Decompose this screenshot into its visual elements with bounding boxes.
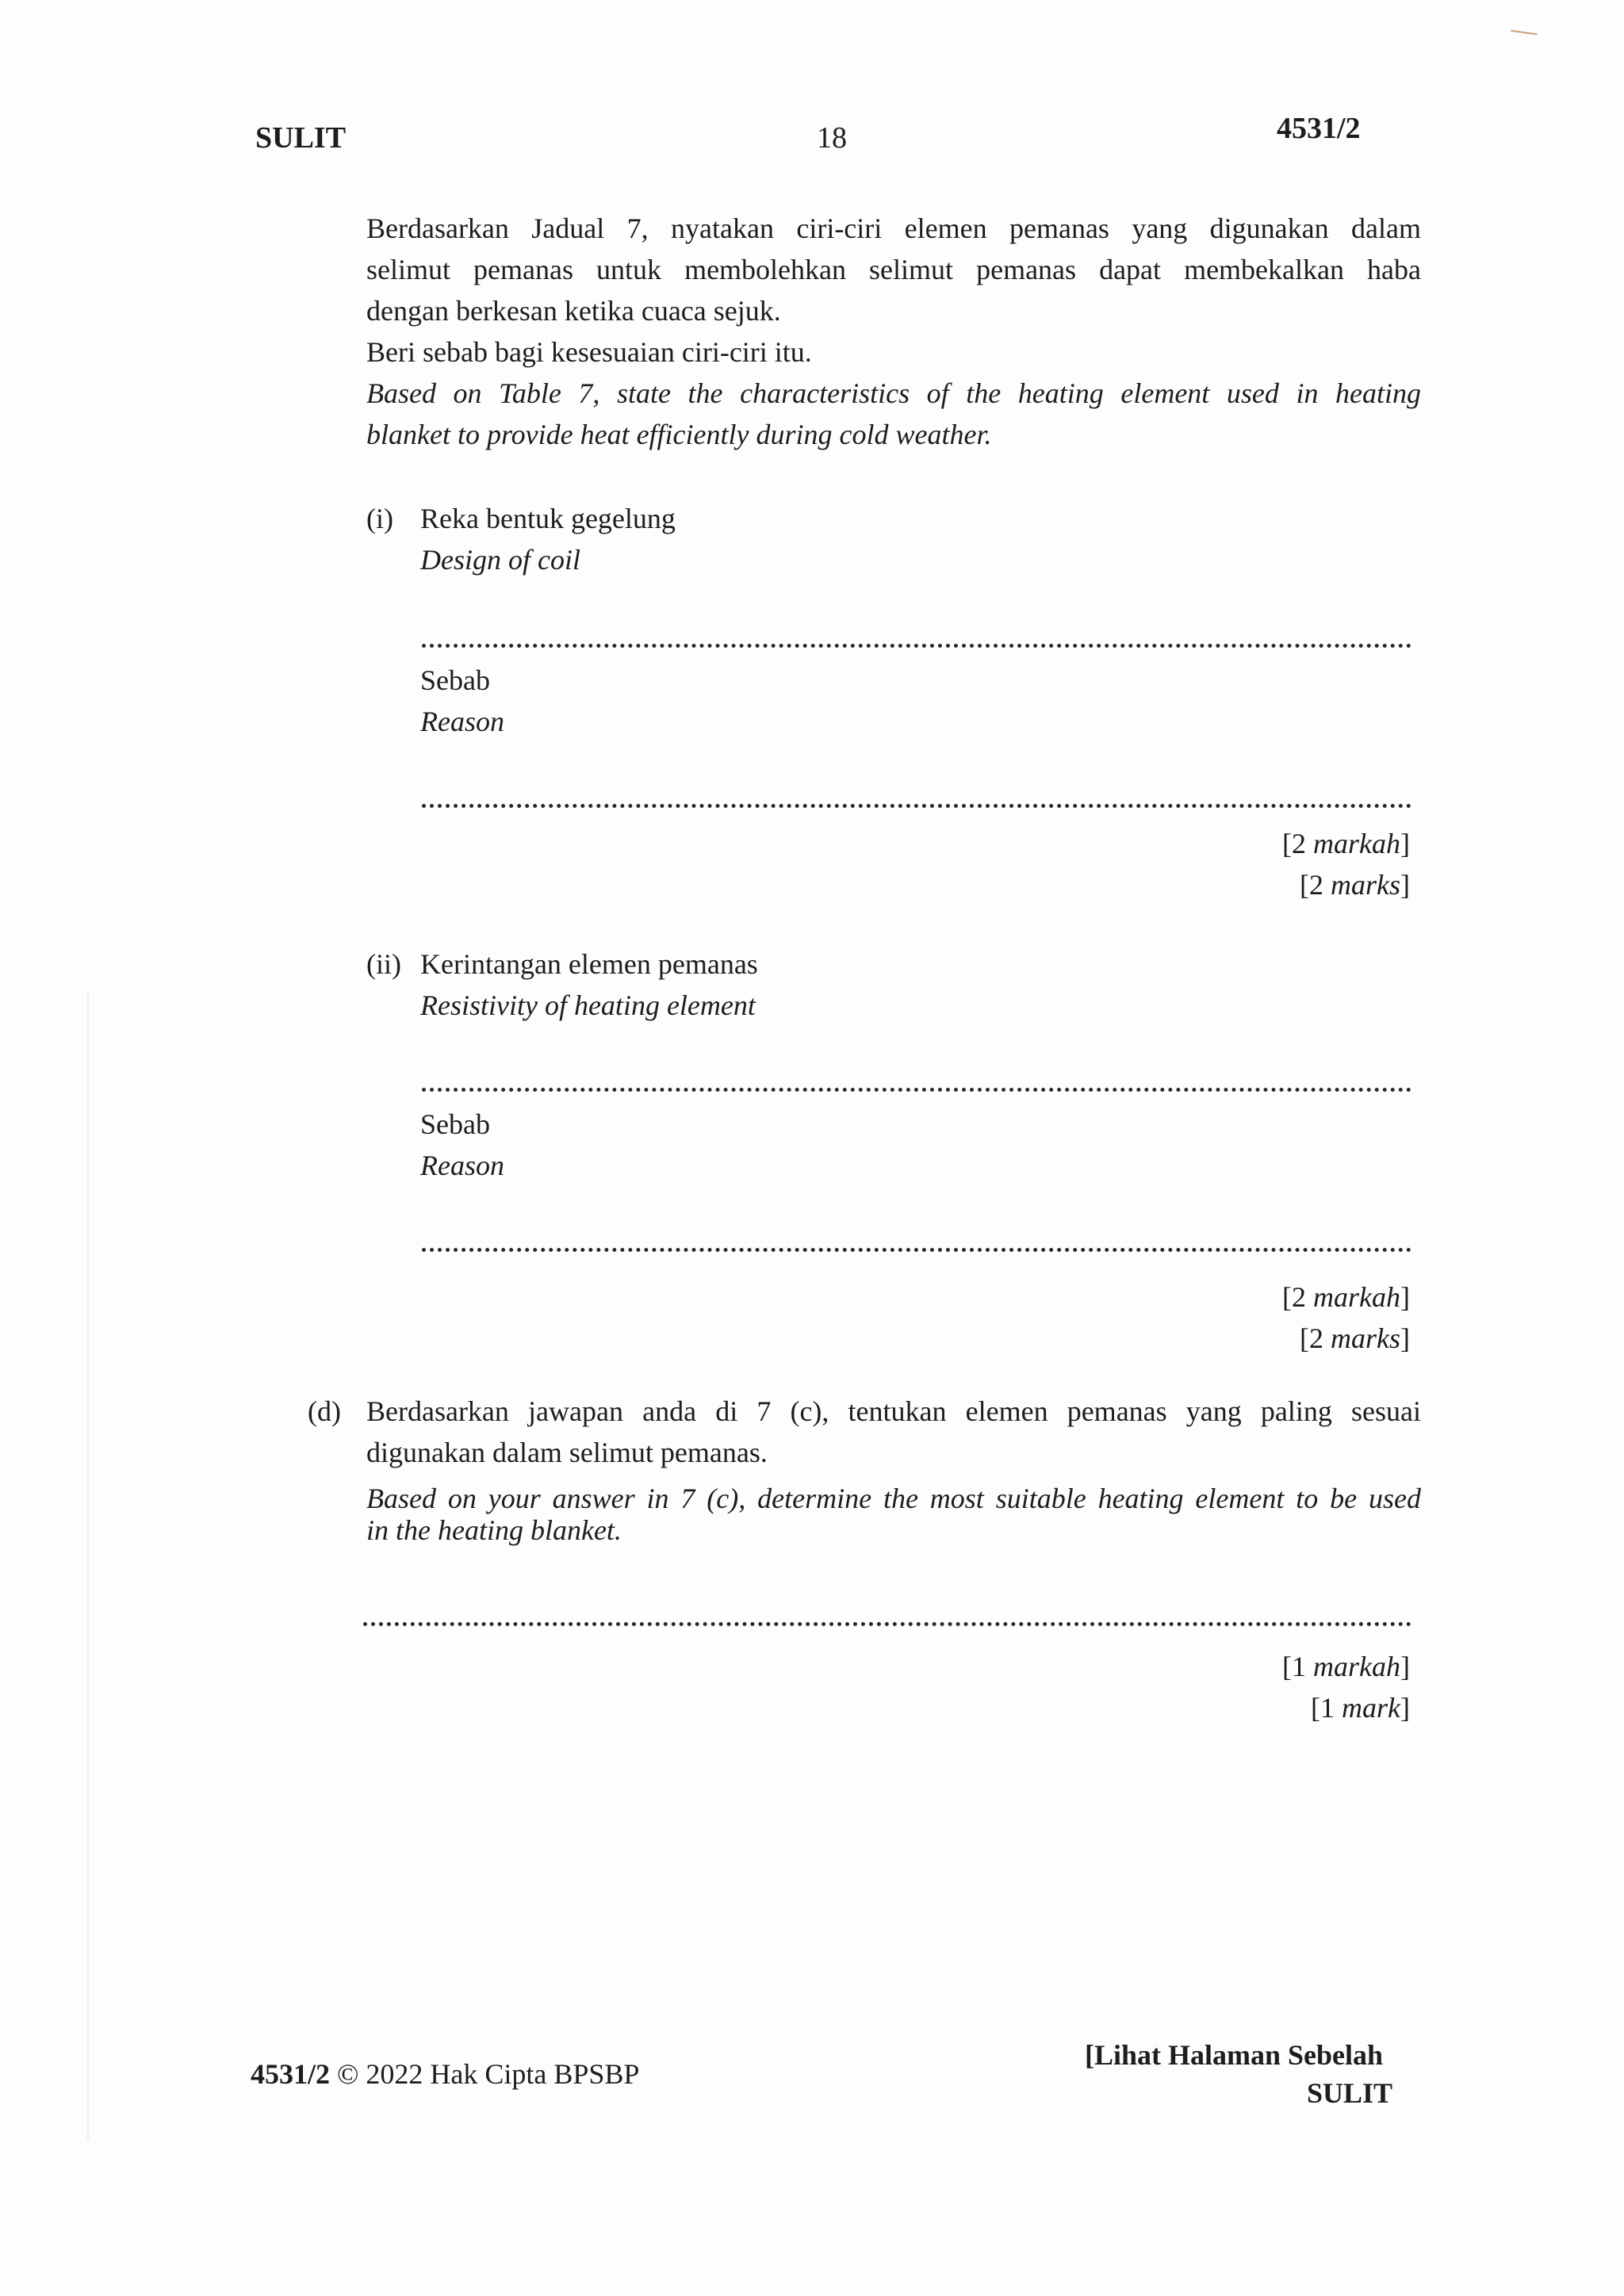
part-i-number: (i) [366,503,393,534]
intro-malay-reason: Beri sebab bagi kesesuaian ciri-ciri itu. [366,336,812,368]
part-i-marks-en: [2 marks] [1300,869,1410,901]
part-i-reason-ms: Sebab [420,664,490,696]
intro-english-line-1: Based on Table 7, state the characteristics of the heating element used in heating [366,377,1421,409]
header-sulit: SULIT [255,121,347,155]
footer-sulit: SULIT [1307,2077,1393,2109]
part-ii-answer-line[interactable] [422,1088,1411,1092]
intro-english-line-2: blanket to provide heat efficiently during cold weather. [366,419,992,450]
part-ii-number: (ii) [366,948,401,980]
part-d-label: (d) [308,1395,341,1427]
page-number: 18 [817,121,847,155]
part-ii-marks-en: [2 marks] [1300,1322,1410,1354]
part-ii-reason-answer-line[interactable] [422,1248,1411,1252]
part-d-malay-line-1: Berdasarkan jawapan anda di 7 (c), tentukan elemen pemanas yang paling sesuai [366,1395,1421,1427]
part-d-malay-line-2: digunakan dalam selimut pemanas. [366,1437,768,1468]
part-i-reason-en: Reason [420,706,504,737]
part-d-marks-ms: [1 markah] [1282,1651,1410,1682]
part-i-reason-answer-line[interactable] [422,804,1411,808]
intro-malay-line-2: selimut pemanas untuk membolehkan selimut pemanas dapat membekalkan haba [366,254,1421,285]
part-i-marks-ms: [2 markah] [1282,828,1410,859]
footer-copyright: 4531/2 © 2022 Hak Cipta BPSBP [251,2058,640,2090]
footer-next-page: [Lihat Halaman Sebelah [1085,2039,1384,2071]
scan-margin-line [87,991,89,2141]
part-ii-title-en: Resistivity of heating element [420,989,756,1021]
part-ii-marks-ms: [2 markah] [1282,1281,1410,1313]
part-d-english-line-2: in the heating blanket. [366,1514,622,1546]
part-ii-reason-en: Reason [420,1150,504,1181]
part-d-answer-line[interactable] [363,1622,1411,1626]
part-ii-reason-ms: Sebab [420,1108,490,1140]
part-ii-title-ms: Kerintangan elemen pemanas [420,948,758,980]
part-d-marks-en: [1 mark] [1311,1692,1410,1724]
header-paper-code: 4531/2 [1277,112,1361,145]
footer-code: 4531/2 [251,2058,331,2090]
part-i-title-ms: Reka bentuk gegelung [420,503,676,534]
intro-malay-line-3: dengan berkesan ketika cuaca sejuk. [366,295,781,327]
part-d-english-line-1: Based on your answer in 7 (c), determine the most suitable heating element to be used [366,1483,1421,1514]
part-i-answer-line[interactable] [422,644,1411,648]
corner-scan-mark [1511,30,1538,36]
intro-malay-line-1: Berdasarkan Jadual 7, nyatakan ciri-ciri elemen pemanas yang digunakan dalam [366,212,1421,244]
part-i-title-en: Design of coil [420,544,580,576]
